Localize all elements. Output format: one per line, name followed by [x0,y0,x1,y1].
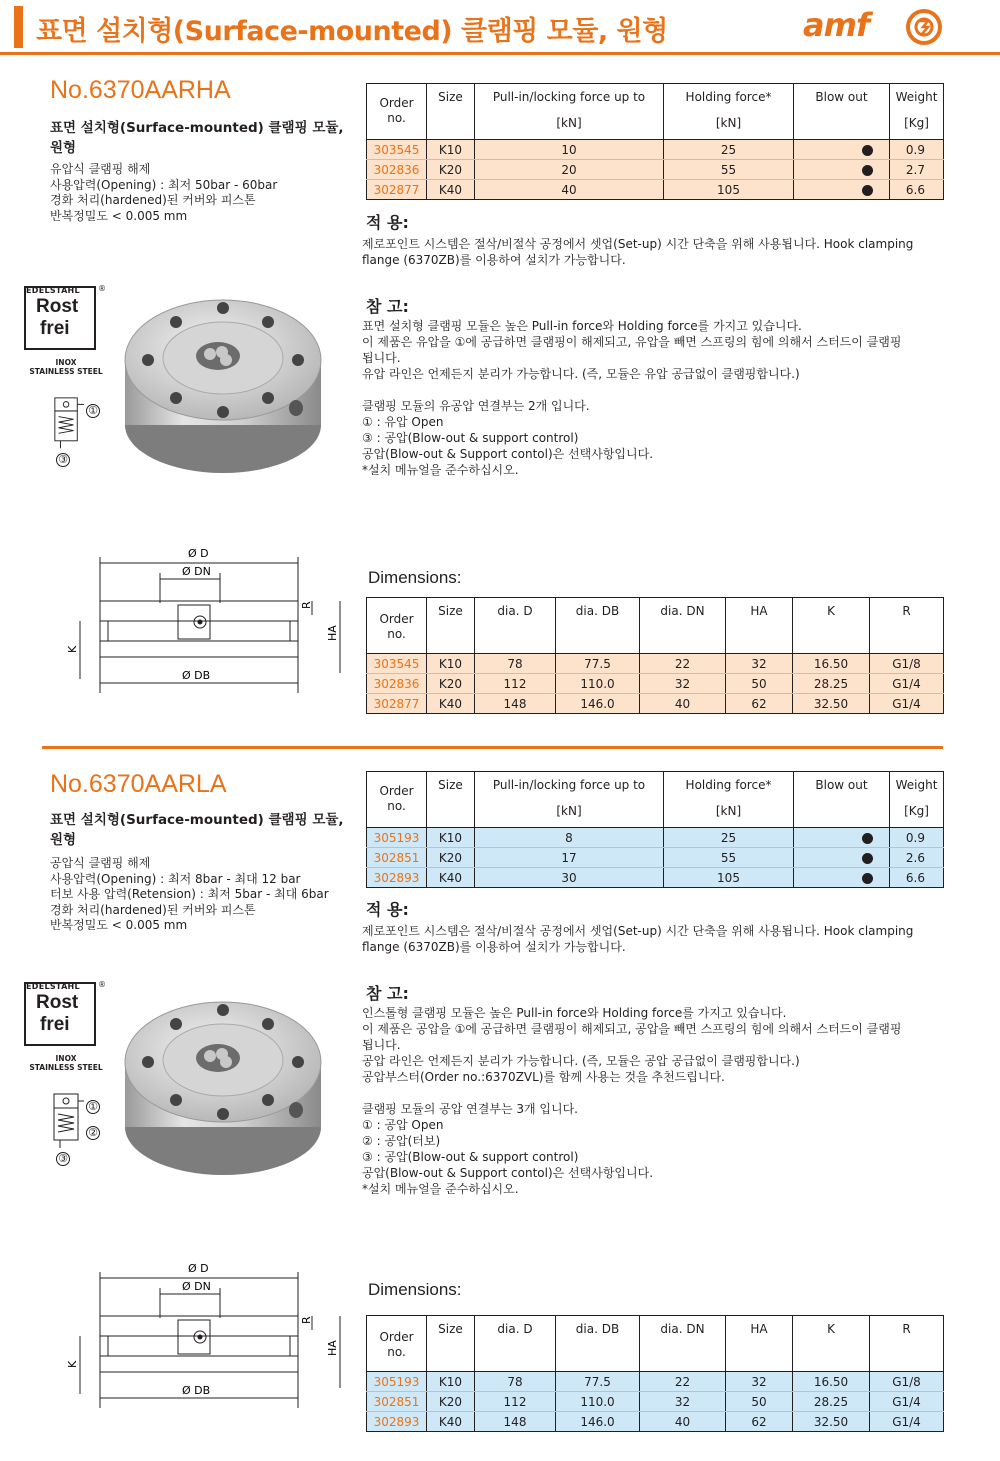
col-blow-out: Blow out [794,772,890,828]
blow-out-cell [794,160,890,180]
pull-unit: [kN] [556,116,582,130]
product-description [50,162,350,224]
col-order [367,598,427,654]
pull-force-cell: 10 [475,140,664,160]
col-dia-dn: dia. DN [640,1316,726,1372]
dia-d-cell: 148 [475,1412,556,1432]
desc-line: 사용압력(Opening) : 최저 50bar - 60bar [50,177,278,192]
spec-row [367,868,944,888]
col-order [367,84,427,140]
note-line: 공압 라인은 언제든지 분리가 가능합니다. (즉, 모듈은 공압 공급없이 클램핑합니다.) [362,1054,800,1068]
badge-registered: ® [98,980,106,989]
port-number: ③ [56,1152,70,1166]
weight-cell: 0.9 [890,828,944,848]
valve-symbol-icon [50,1092,84,1152]
valve-symbol-icon [50,396,84,452]
product-number: No.6370AARHA [50,76,231,104]
blow-out-cell [794,180,890,200]
dia-dn-cell: 40 [640,1412,726,1432]
col-size: Size [427,598,475,654]
col-order-label: Order no. [379,1330,414,1359]
size-cell: K40 [427,694,475,714]
col-size: Size [427,84,475,140]
label-d: Ø D [188,1262,209,1275]
note-line [362,1085,942,1101]
clamping-module-photo [118,992,328,1182]
desc-line: 사용압력(Opening) : 최저 8bar - 최대 12 bar [50,871,301,886]
pull-label: Pull-in/locking force up to [492,90,646,104]
order-number[interactable]: 303545 [367,140,427,160]
holding-force-cell: 55 [664,848,794,868]
inox-text: INOX [55,1054,77,1063]
product-description [50,856,350,934]
k-cell: 16.50 [793,654,870,674]
col-dia-dn: dia. DN [640,598,726,654]
bullet-icon [862,853,873,864]
dia-dn-cell: 22 [640,654,726,674]
holding-force-cell: 105 [664,180,794,200]
col-holding-force [664,84,794,140]
col-order [367,772,427,828]
col-dia-db: dia. DB [556,1316,640,1372]
weight-cell: 0.9 [890,140,944,160]
r-cell: G1/4 [870,1412,944,1432]
size-cell: K20 [427,848,475,868]
ha-cell: 32 [726,1372,793,1392]
k-cell: 16.50 [793,1372,870,1392]
dia-db-cell: 110.0 [556,1392,640,1412]
dim-row [367,674,944,694]
label-r: R [300,1316,313,1324]
badge-frei: frei [40,318,70,339]
pull-label: Pull-in/locking force up to [492,778,646,792]
badge-frei: frei [40,1014,70,1035]
page-title: 표면 설치형(Surface-mounted) 클램핑 모듈, 원형 [36,16,668,47]
order-number[interactable]: 302851 [367,1392,427,1412]
ha-cell: 62 [726,1412,793,1432]
col-size: Size [427,1316,475,1372]
rostfrei-badge [24,982,120,1074]
col-ha: HA [726,1316,793,1372]
col-order-label: Order no. [379,612,414,641]
bullet-icon [862,185,873,196]
note-line: 인스톨형 클램핑 모듈은 높은 Pull-in force와 Holding force를 가지고 있습니다. [362,1006,787,1020]
note-line: ① : 유압 Open [362,415,444,429]
col-weight [890,772,944,828]
spec-table [366,771,944,888]
dim-header-row [367,598,944,654]
order-number[interactable]: 302893 [367,868,427,888]
ha-cell: 32 [726,654,793,674]
holding-force-cell: 105 [664,868,794,888]
dia-dn-cell: 40 [640,694,726,714]
ha-cell: 50 [726,1392,793,1412]
col-dia-d: dia. D [475,1316,556,1372]
dimensions-table [366,597,944,714]
pull-force-cell: 8 [475,828,664,848]
spec-header-row [367,772,944,828]
note-line: ③ : 공압(Blow-out & support control) [362,431,579,445]
weight-unit: [Kg] [904,116,929,130]
label-d: Ø D [188,547,209,560]
k-cell: 28.25 [793,674,870,694]
note-line: 이 제품은 유압을 ①에 공급하면 클램핑이 해제되고, 유압을 빼면 스프링의 힘에 의해서 스터드이 클램핑 [362,335,902,349]
order-number[interactable]: 305193 [367,1372,427,1392]
desc-line: 터보 사용 압력(Retension) : 최저 5bar - 최대 6bar [50,887,329,901]
size-cell: K20 [427,160,475,180]
order-number[interactable]: 302836 [367,674,427,694]
order-number[interactable]: 302836 [367,160,427,180]
badge-top-text: EDELSTAHL [26,286,80,295]
order-number[interactable]: 305193 [367,828,427,848]
product-subtitle: 표면 설치형(Surface-mounted) 클램핑 모듈, 원형 [50,120,344,156]
weight-cell: 2.7 [890,160,944,180]
hydraulic-symbol [50,396,110,476]
r-cell: G1/8 [870,1372,944,1392]
desc-line: 공압식 클램핑 해제 [50,856,151,870]
dia-d-cell: 112 [475,674,556,694]
bullet-icon [862,145,873,156]
col-order-label: Order no. [379,784,414,813]
product-subtitle: 표면 설치형(Surface-mounted) 클램핑 모듈, 원형 [50,812,344,848]
apply-text [362,236,942,268]
clamping-module-photo [118,290,328,480]
pull-force-cell: 30 [475,868,664,888]
inox-text: INOX [55,358,77,367]
col-dia-d: dia. D [475,598,556,654]
header-underline [0,52,1000,55]
note-heading: 참 고: [366,984,409,1003]
spec-row [367,140,944,160]
label-db: Ø DB [182,1384,211,1397]
dia-d-cell: 78 [475,1372,556,1392]
holding-force-cell: 25 [664,140,794,160]
dia-db-cell: 77.5 [556,654,640,674]
blow-out-cell [794,140,890,160]
apply-text [362,923,942,955]
dimensions-heading: Dimensions: [368,1280,462,1299]
size-cell: K10 [427,654,475,674]
spec-header-row [367,84,944,140]
bullet-icon [862,165,873,176]
col-ha: HA [726,598,793,654]
port-number: ① [86,1100,100,1114]
pull-force-cell: 40 [475,180,664,200]
hold-unit: [kN] [715,804,742,818]
dimensions-heading: Dimensions: [368,568,462,587]
note-line: 공압부스터(Order no.:6370ZVL)를 함께 사용는 것을 추천드립니다. [362,1070,725,1084]
logo-text: amf [803,6,869,44]
spec-row [367,848,944,868]
badge-inox [24,358,108,376]
weight-unit: [Kg] [904,804,929,818]
order-number[interactable]: 303545 [367,654,427,674]
stainless-text: STAINLESS STEEL [29,367,103,376]
dia-db-cell: 110.0 [556,674,640,694]
note-line: ③ : 공압(Blow-out & support control) [362,1150,579,1164]
note-line: 됩니다. [362,1038,401,1052]
label-dn: Ø DN [182,1280,211,1293]
dia-d-cell: 78 [475,654,556,674]
ha-cell: 62 [726,694,793,714]
holding-force-cell: 55 [664,160,794,180]
bullet-icon [862,873,873,884]
badge-inox [24,1054,108,1072]
size-cell: K10 [427,140,475,160]
rostfrei-badge [24,286,120,378]
size-cell: K40 [427,868,475,888]
apply-line: flange (6370ZB)를 이용하여 설치가 가능합니다. [362,940,626,954]
dim-row [367,1412,944,1432]
blow-out-cell [794,868,890,888]
hold-label: Holding force* [685,778,772,792]
dim-header-row [367,1316,944,1372]
note-line: 클램핑 모듈의 유공압 연결부는 2개 입니다. [362,399,590,413]
desc-line: 반복정밀도 < 0.005 mm [50,918,188,932]
section-divider [42,746,943,749]
apply-line: flange (6370ZB)를 이용하여 설치가 가능합니다. [362,253,626,267]
pull-unit: [kN] [556,804,582,818]
r-cell: G1/4 [870,694,944,714]
col-holding-force [664,772,794,828]
port-number: ① [86,404,100,418]
hydraulic-symbol [50,1092,110,1172]
weight-cell: 6.6 [890,868,944,888]
k-cell: 32.50 [793,694,870,714]
r-cell: G1/8 [870,654,944,674]
col-pull-force [475,772,664,828]
dim-row [367,1372,944,1392]
note-line: ① : 공압 Open [362,1118,444,1132]
col-order [367,1316,427,1372]
dia-db-cell: 77.5 [556,1372,640,1392]
page-header [0,0,1000,60]
label-db: Ø DB [182,669,211,682]
dia-dn-cell: 22 [640,1372,726,1392]
note-line: ② : 공압(터보) [362,1134,441,1148]
apply-line: 제로포인트 시스템은 절삭/비절삭 공정에서 셋업(Set-up) 시간 단축을 위해 사용됩니다. Hook clamping [362,237,914,251]
stainless-text: STAINLESS STEEL [29,1063,103,1072]
k-cell: 28.25 [793,1392,870,1412]
desc-line: 반복정밀도 < 0.005 mm [50,208,188,223]
badge-rost: Rost [36,296,79,317]
logo-emblem-icon [905,8,943,46]
order-number[interactable]: 302893 [367,1412,427,1432]
col-dia-db: dia. DB [556,598,640,654]
blow-out-cell [794,848,890,868]
pull-force-cell: 20 [475,160,664,180]
col-r: R [870,1316,944,1372]
hold-label: Holding force* [685,90,772,104]
r-cell: G1/4 [870,1392,944,1412]
port-number: ② [86,1126,100,1140]
order-number[interactable]: 302877 [367,694,427,714]
apply-line: 제로포인트 시스템은 절삭/비절삭 공정에서 셋업(Set-up) 시간 단축을 위해 사용됩니다. Hook clamping [362,924,914,938]
label-ha: HA [326,1340,339,1356]
badge-top-text: EDELSTAHL [26,982,80,991]
weight-label: Weight [895,778,938,792]
dim-row [367,694,944,714]
note-line: 표면 설치형 클램핑 모듈은 높은 Pull-in force와 Holding force를 가지고 있습니다. [362,319,802,333]
col-order-label: Order no. [379,96,414,125]
dim-row [367,1392,944,1412]
apply-heading: 적 용: [366,900,409,919]
bullet-icon [862,833,873,844]
label-r: R [300,601,313,609]
order-number[interactable]: 302877 [367,180,427,200]
dia-d-cell: 112 [475,1392,556,1412]
desc-line: 경화 처리(hardened)된 커버와 피스톤 [50,193,256,207]
note-line: 클램핑 모듈의 공압 연결부는 3개 입니다. [362,1102,578,1116]
port-number: ③ [56,453,70,467]
holding-force-cell: 25 [664,828,794,848]
blow-out-cell [794,828,890,848]
product-number: No.6370AARLA [50,770,227,798]
note-line: 이 제품은 공압을 ①에 공급하면 클램핑이 해제되고, 공압을 빼면 스프링의 힘에 의해서 스터드이 클램핑 [362,1022,902,1036]
size-cell: K10 [427,1372,475,1392]
order-number[interactable]: 302851 [367,848,427,868]
note-line: 공압(Blow-out & Support contol)은 선택사항입니다. [362,447,654,461]
note-line: 공압(Blow-out & Support contol)은 선택사항입니다. [362,1166,654,1180]
dimensions-table [366,1315,944,1432]
weight-cell: 2.6 [890,848,944,868]
note-text [362,1005,942,1197]
dia-dn-cell: 32 [640,1392,726,1412]
col-size: Size [427,772,475,828]
weight-label: Weight [895,90,938,104]
note-text [362,318,942,478]
dia-dn-cell: 32 [640,674,726,694]
size-cell: K20 [427,1392,475,1412]
ha-cell: 50 [726,674,793,694]
size-cell: K40 [427,1412,475,1432]
dia-db-cell: 146.0 [556,694,640,714]
label-ha: HA [326,625,339,641]
dimension-drawing [60,1258,360,1433]
desc-line: 유압식 클램핑 해제 [50,162,151,176]
note-line [362,382,942,398]
note-line: *설치 메뉴얼을 준수하십시오. [362,1182,519,1196]
col-k: K [793,598,870,654]
col-weight [890,84,944,140]
note-line: *설치 메뉴얼을 준수하십시오. [362,463,519,477]
label-k: K [66,1360,79,1368]
hold-unit: [kN] [715,116,742,130]
spec-row [367,828,944,848]
size-cell: K10 [427,828,475,848]
dia-db-cell: 146.0 [556,1412,640,1432]
apply-heading: 적 용: [366,213,409,232]
note-heading: 참 고: [366,297,409,316]
spec-row [367,180,944,200]
note-line: 됩니다. [362,351,401,365]
note-line: 유압 라인은 언제든지 분리가 가능합니다. (즉, 모듈은 유압 공급없이 클램핑합니다.) [362,367,800,381]
desc-line: 경화 처리(hardened)된 커버와 피스톤 [50,902,256,917]
size-cell: K20 [427,674,475,694]
col-pull-force [475,84,664,140]
header-accent-bar [14,6,23,48]
col-r: R [870,598,944,654]
dim-row [367,654,944,674]
size-cell: K40 [427,180,475,200]
col-k: K [793,1316,870,1372]
col-blow-out: Blow out [794,84,890,140]
pull-force-cell: 17 [475,848,664,868]
spec-row [367,160,944,180]
badge-rost: Rost [36,992,79,1013]
amf-logo [803,8,943,48]
spec-table [366,83,944,200]
k-cell: 32.50 [793,1412,870,1432]
label-k: K [66,645,79,653]
label-dn: Ø DN [182,565,211,578]
r-cell: G1/4 [870,674,944,694]
dia-d-cell: 148 [475,694,556,714]
badge-registered: ® [98,284,106,293]
dimension-drawing [60,543,360,718]
weight-cell: 6.6 [890,180,944,200]
